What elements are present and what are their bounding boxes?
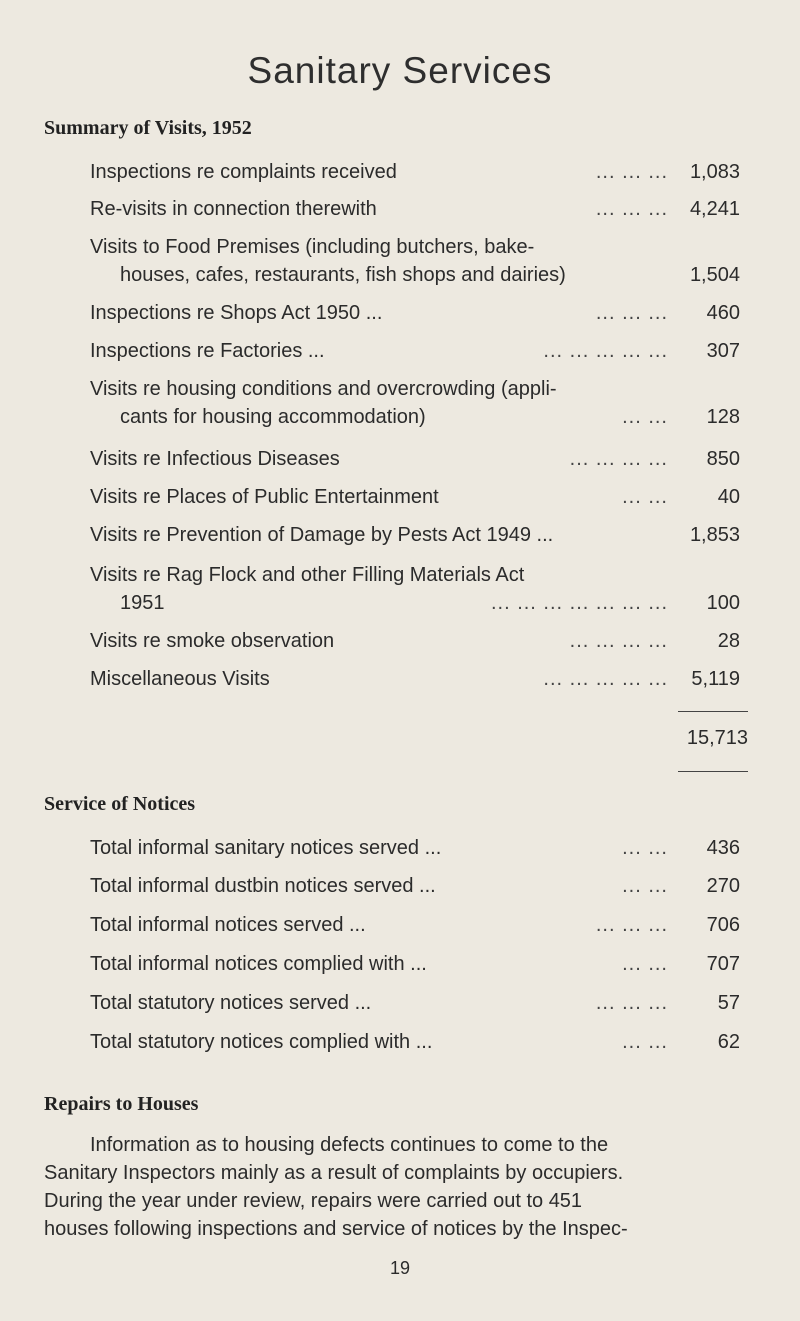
leader-dots: ... ... ... xyxy=(595,302,668,324)
item-value: 28 xyxy=(717,630,740,652)
leader-dots: ... ... ... ... ... xyxy=(543,668,668,690)
list-item xyxy=(90,872,740,900)
list-item xyxy=(90,989,740,1017)
item-label-continued: houses, cafes, restaurants, fish shops and dairies) xyxy=(120,264,566,286)
list-item xyxy=(90,950,740,978)
item-label: Miscellaneous Visits xyxy=(90,668,270,690)
section-heading-notices: Service of Notices xyxy=(44,793,196,815)
item-value: 62 xyxy=(717,1031,740,1053)
item-value: 270 xyxy=(706,875,740,897)
total-rule-bottom xyxy=(678,771,748,772)
item-label: Re-visits in connection therewith xyxy=(90,198,377,220)
item-label: Total informal dustbin notices served ... xyxy=(90,875,436,897)
list-item xyxy=(90,375,740,431)
item-value: 707 xyxy=(706,953,740,975)
item-label: Inspections re Factories ... xyxy=(90,340,325,362)
leader-dots: ... ... ... ... ... ... ... xyxy=(490,592,668,614)
item-label-continued: cants for housing accommodation) xyxy=(120,406,426,428)
item-label: Visits re housing conditions and overcrowding (appli- xyxy=(90,378,557,400)
leader-dots: ... ... xyxy=(622,837,668,859)
item-value: 460 xyxy=(706,302,740,324)
item-label: Inspections re Shops Act 1950 ... xyxy=(90,302,383,324)
list-item xyxy=(90,521,740,549)
leader-dots: ... ... ... xyxy=(595,161,668,183)
visits-total: 15,713 xyxy=(686,727,748,749)
leader-dots: ... ... ... ... xyxy=(569,630,668,652)
leader-dots: ... ... ... xyxy=(595,992,668,1014)
leader-dots: ... ... xyxy=(622,1031,668,1053)
list-item xyxy=(90,561,740,617)
item-value: 128 xyxy=(706,406,740,428)
item-label: Total informal notices served ... xyxy=(90,914,366,936)
item-value: 307 xyxy=(706,340,740,362)
list-item xyxy=(90,158,740,186)
item-value: 100 xyxy=(706,592,740,614)
paragraph-line: Sanitary Inspectors mainly as a result of complaints by occupiers. xyxy=(44,1162,624,1184)
leader-dots: ... ... xyxy=(622,486,668,508)
list-item xyxy=(90,445,740,473)
item-label: Visits to Food Premises (including butchers, bake- xyxy=(90,236,535,258)
total-rule-top xyxy=(678,711,748,712)
item-label: Inspections re complaints received xyxy=(90,161,397,183)
item-label: Visits re Places of Public Entertainment xyxy=(90,486,439,508)
section-heading-repairs: Repairs to Houses xyxy=(44,1093,199,1115)
item-value: 57 xyxy=(717,992,740,1014)
item-label: Total informal notices complied with ... xyxy=(90,953,427,975)
repairs-paragraph xyxy=(44,1131,748,1243)
list-item xyxy=(90,195,740,223)
list-item xyxy=(90,665,740,693)
section-heading-visits: Summary of Visits, 1952 xyxy=(44,117,252,139)
item-value: 1,504 xyxy=(689,264,740,286)
leader-dots: ... ... ... ... ... xyxy=(543,340,668,362)
leader-dots: ... ... xyxy=(622,875,668,897)
item-value: 4,241 xyxy=(689,198,740,220)
item-value: 436 xyxy=(706,837,740,859)
item-value: 850 xyxy=(706,448,740,470)
list-item xyxy=(90,337,740,365)
item-value: 40 xyxy=(717,486,740,508)
item-value: 1,083 xyxy=(689,161,740,183)
paragraph-line: During the year under review, repairs were carried out to 451 xyxy=(44,1190,583,1212)
leader-dots: ... ... ... ... xyxy=(569,448,668,470)
leader-dots: ... ... ... xyxy=(595,914,668,936)
item-label: Total statutory notices served ... xyxy=(90,992,372,1014)
item-value: 706 xyxy=(706,914,740,936)
item-label: Visits re Infectious Diseases xyxy=(90,448,340,470)
paragraph-line: houses following inspections and service of notices by the Inspec- xyxy=(44,1218,628,1240)
list-item xyxy=(90,483,740,511)
list-item xyxy=(90,299,740,327)
list-item xyxy=(90,627,740,655)
leader-dots: ... ... xyxy=(622,953,668,975)
list-item xyxy=(90,1028,740,1056)
item-label: Visits re smoke observation xyxy=(90,630,335,652)
item-label-continued: 1951 xyxy=(120,592,165,614)
item-value: 5,119 xyxy=(691,668,740,690)
list-item xyxy=(90,233,740,289)
item-label: Visits re Rag Flock and other Filling Materials Act xyxy=(90,564,525,586)
list-item xyxy=(90,911,740,939)
item-label: Visits re Prevention of Damage by Pests Act 1949 ... xyxy=(90,524,554,546)
item-label: Total informal sanitary notices served ... xyxy=(90,837,442,859)
item-label: Total statutory notices complied with ... xyxy=(90,1031,433,1053)
list-item xyxy=(90,834,740,862)
page-number: 19 xyxy=(389,1258,411,1278)
page-title: Sanitary Services xyxy=(247,50,553,91)
paragraph-line: Information as to housing defects continues to come to the xyxy=(90,1134,609,1156)
item-value: 1,853 xyxy=(689,524,740,546)
leader-dots: ... ... xyxy=(622,406,668,428)
leader-dots: ... ... ... xyxy=(595,198,668,220)
